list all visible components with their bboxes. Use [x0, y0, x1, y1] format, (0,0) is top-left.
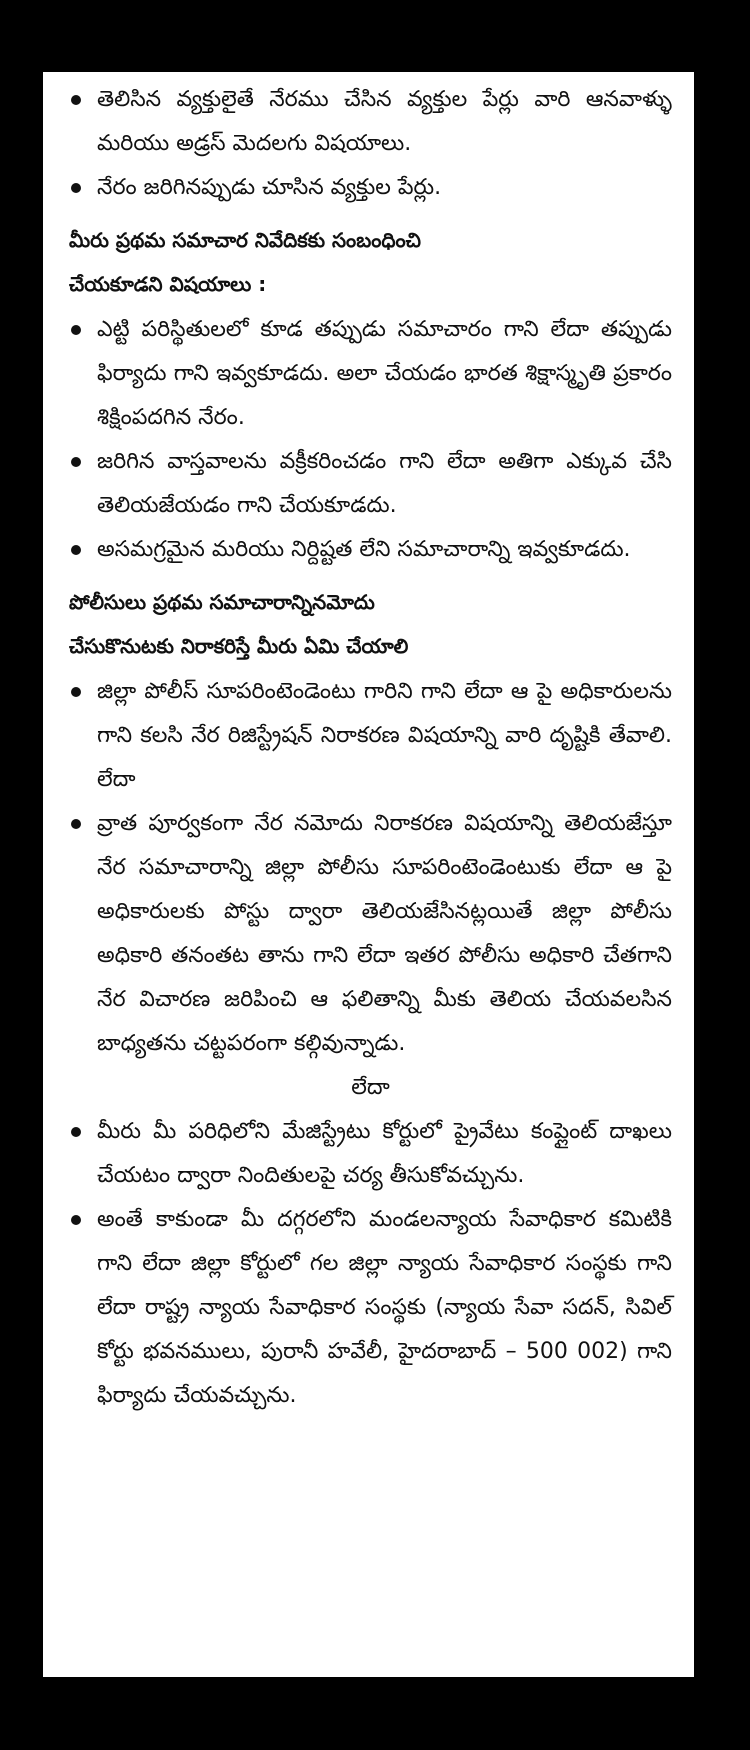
refusal-bullet-list-b [69, 1110, 672, 1418]
list-item [69, 528, 672, 572]
list-item [69, 670, 672, 802]
bullet-icon [71, 95, 81, 105]
bullet-icon [71, 819, 81, 829]
list-item [69, 802, 672, 1066]
list-item-text: ఎట్టి పరిస్థితులలో కూడ తప్పుడు సమాచారం గాని లేదా తప్పుడు ఫిర్యాదు గాని ఇవ్వకూడదు. అలా చేయడం భారత శిక్షాస్మృతి ప్రకారం శిక్షింపదగిన నేరం. [97, 317, 672, 430]
list-item-text: జరిగిన వాస్తవాలను వక్రీకరించడం గాని లేదా అతిగా ఎక్కువ చేసి తెలియజేయడం గాని చేయకూడదు. [97, 449, 672, 518]
heading-line: మీరు ప్రథమ సమాచార నివేదికకు సంబంధించి [69, 228, 421, 252]
list-item [69, 308, 672, 440]
bullet-icon [71, 1127, 81, 1137]
heading-line: చేసుకొనుటకు నిరాకరిస్తే మీరు ఏమి చేయాలి [69, 634, 409, 658]
list-item-text: మీరు మీ పరిధిలోని మేజిస్ట్రేటు కోర్టులో ప్రైవేటు కంప్లైంట్ దాఖలు చేయటం ద్వారా నిందితులపై చర్య తీసుకోవచ్చును. [97, 1119, 672, 1188]
list-item-text: నేరం జరిగినప్పుడు చూసిన వ్యక్తుల పేర్లు. [97, 175, 442, 200]
donts-bullet-list [69, 308, 672, 572]
heading-line: చేయకూడని విషయాలు : [69, 272, 267, 296]
list-item [69, 166, 672, 210]
section-heading-refusal [69, 580, 672, 668]
bullet-icon [71, 457, 81, 467]
list-item-text: వ్రాత పూర్వకంగా నేర నమోదు నిరాకరణ విషయాన్ని తెలియజేస్తూ నేర సమాచారాన్ని జిల్లా పోలీసు సూపరింటెండెంటుకు లేదా ఆ పై అధికారులకు పోస్టు ద్వారా తెలియజేసినట్లయితే జిల్లా పోలీసు అధికారి తనంతట తాను గాని లేదా ఇతర పోలీసు అధికారి చేతగాని నేర విచారణ జరిపించి ఆ ఫలితాన్ని మీకు తెలియ చేయవలసిన బాధ్యతను చట్టపరంగా కల్గివున్నాడు. [97, 811, 672, 1056]
list-item-text: జిల్లా పోలీస్ సూపరింటెండెంటు గారిని గాని లేదా ఆ పై అధికారులను గాని కలసి నేర రిజిస్ట్రేషన్ నిరాకరణ విషయాన్ని వారి దృష్టికి తేవాలి. లేదా [97, 679, 672, 792]
bullet-icon [71, 545, 81, 555]
heading-line: పోలీసులు ప్రథమ సమాచారాన్నినమోదు [69, 590, 375, 614]
document-page [43, 72, 694, 1677]
list-item [69, 1110, 672, 1198]
list-item-text: తెలిసిన వ్యక్తులైతే నేరము చేసిన వ్యక్తుల పేర్లు వారి ఆనవాళ్ళు మరియు అడ్రస్ మెదలగు విషయాలు. [97, 87, 672, 156]
bullet-icon [71, 1215, 81, 1225]
bullet-icon [71, 183, 81, 193]
or-separator: లేదా [351, 1075, 390, 1100]
list-item [69, 78, 672, 166]
list-item [69, 1198, 672, 1418]
refusal-bullet-list-a [69, 670, 672, 1066]
list-item-text: అసమగ్రమైన మరియు నిర్దిష్టత లేని సమాచారాన్ని ఇవ్వకూడదు. [97, 537, 631, 562]
bullet-icon [71, 325, 81, 335]
bullet-icon [71, 687, 81, 697]
list-item-text: అంతే కాకుండా మీ దగ్గరలోని మండలన్యాయ సేవాధికార కమిటికి గాని లేదా జిల్లా కోర్టులో గల జిల్లా న్యాయ సేవాధికార సంస్థకు గాని లేదా రాష్ట్ర న్యాయ సేవాధికార సంస్థకు (న్యాయ సేవా సదన్, సివిల్ కోర్టు భవనములు, పురానీ హవేలీ, హైదరాబాద్ – 500 002) గాని ఫిర్యాదు చేయవచ్చును. [97, 1207, 672, 1408]
list-item [69, 440, 672, 528]
info-bullet-list [69, 78, 672, 210]
section-heading-donts [69, 218, 672, 306]
